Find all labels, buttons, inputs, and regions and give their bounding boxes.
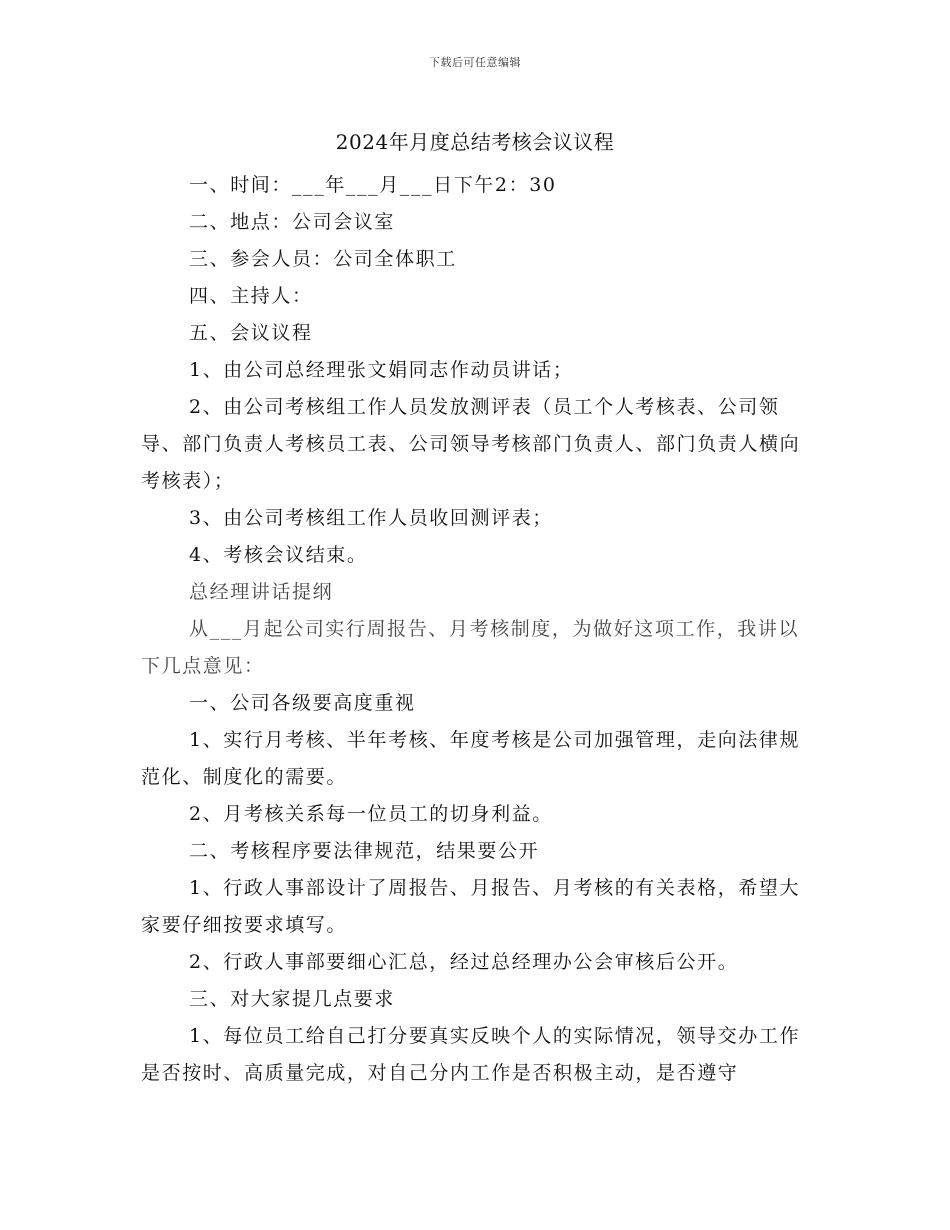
section-item: 2、行政人事部要细心汇总，经过总经理办公会审核后公开。: [189, 951, 739, 973]
section-heading: 一、公司各级要高度重视: [189, 692, 416, 714]
section-item: 1、行政人事部设计了周报告、月报告、月考核的有关表格，希望大家要仔细按要求填写。: [141, 877, 801, 936]
agenda-item: 1、由公司总经理张文娟同志作动员讲话；: [189, 359, 574, 381]
agenda-item: 2、由公司考核组工作人员发放测评表（员工个人考核表、公司领导、部门负责人考核员工表、公司领导考核部门负责人、部门负责人横向考核表）；: [141, 396, 801, 492]
section-item: 2、月考核关系每一位员工的切身利益。: [189, 803, 553, 825]
section-item: 1、实行月考核、半年考核、年度考核是公司加强管理，走向法律规范化、制度化的需要。: [141, 729, 801, 788]
agenda-item: 3、由公司考核组工作人员收回测评表；: [189, 507, 553, 529]
document-body: [141, 167, 809, 1092]
agenda-item: 4、考核会议结束。: [189, 544, 368, 566]
section-item: 1、每位员工给自己打分要真实反映个人的实际情况，领导交办工作是否按时、高质量完成，对自己分内工作是否积极主动，是否遵守: [141, 1025, 801, 1084]
section-heading: 二、考核程序要法律规范，结果要公开: [189, 840, 540, 862]
paragraph-time: 一、时间：___年___月___日下午2：30: [189, 174, 557, 196]
paragraph-agenda-heading: 五、会议议程: [189, 322, 313, 344]
speech-intro: 从___月起公司实行周报告、月考核制度，为做好这项工作，我讲以下几点意见：: [141, 618, 800, 677]
document-title: 2024年月度总结考核会议议程: [335, 130, 615, 154]
paragraph-host: 四、主持人：: [189, 285, 313, 307]
page-header: 下载后可任意编辑: [429, 56, 521, 69]
speech-outline-heading: 总经理讲话提纲: [189, 581, 334, 603]
section-heading: 三、对大家提几点要求: [189, 988, 396, 1010]
paragraph-location: 二、地点：公司会议室: [189, 211, 396, 233]
paragraph-attendees: 三、参会人员：公司全体职工: [189, 248, 457, 270]
